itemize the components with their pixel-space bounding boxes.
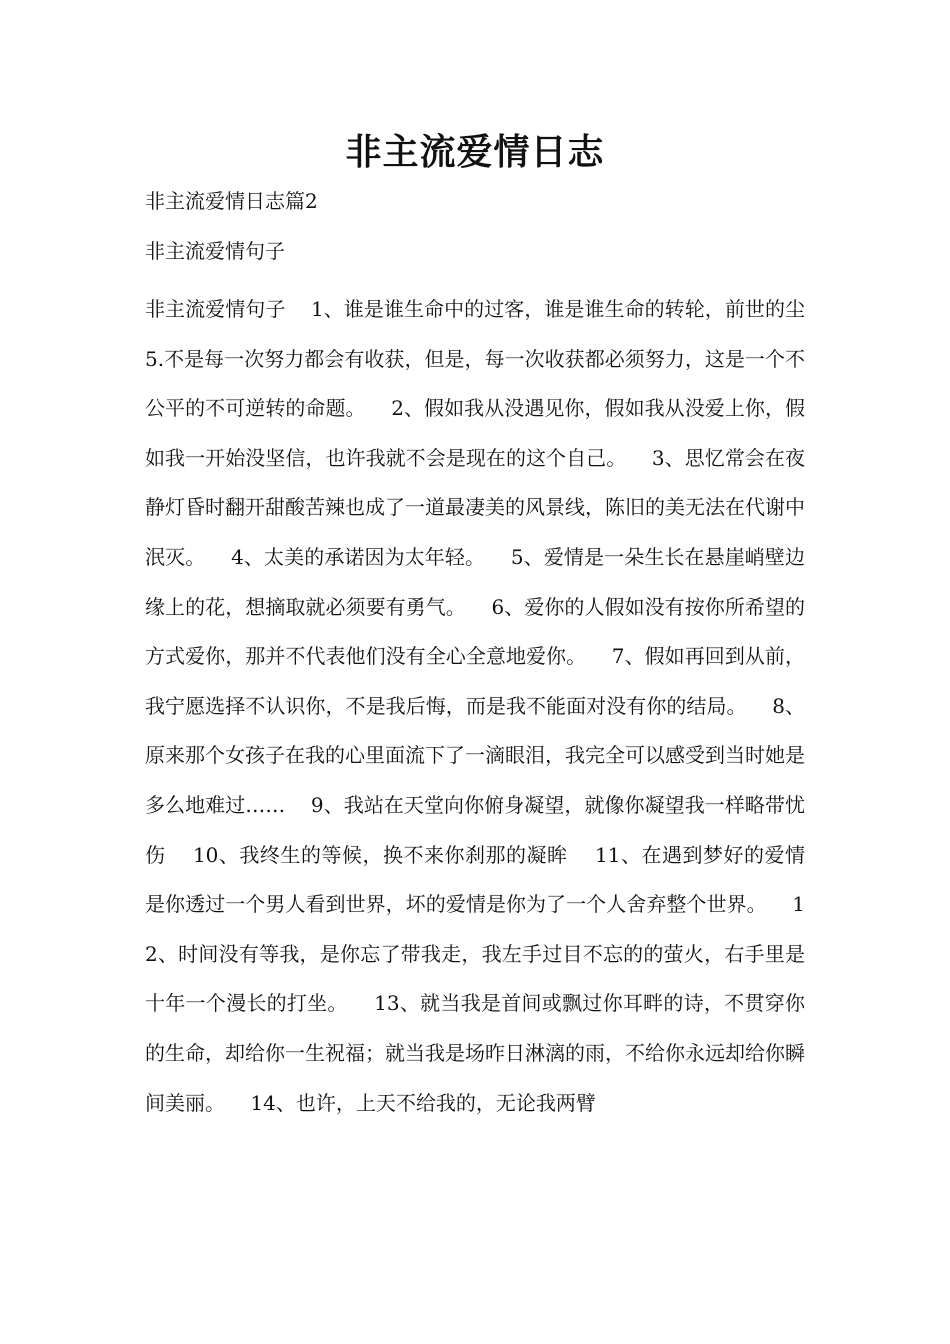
subheading: 非主流爱情句子 bbox=[145, 239, 285, 263]
document-title: 非主流爱情日志 bbox=[345, 131, 605, 173]
body-paragraph: 非主流爱情句子 1、谁是谁生命中的过客，谁是谁生命的转轮，前世的尘5.不是每一次努力都会有收获，但是，每一次收获都必须努力，这是一个不公平的不可逆转的命题。 2、假如我从没遇见你，假如我从没爱上你，假如我一开始没坚信，也许我就不会是现在的这个自己。 3、思忆常会在夜静灯昏时翻开甜酸苦辣也成了一道最凄美的风景线，陈旧的美无法在代谢中泯灭。 4、太美的承诺因为太年轻。 5、爱情是一朵生长在悬崖峭壁边缘上的花，想摘取就必须要有勇气。 6、爱你的人假如没有按你所希望的方式爱你，那并不代表他们没有全心全意地爱你。 7、假如再回到从前，我宁愿选择不认识你，不是我后悔，而是我不能面对没有你的结局。 8、原来那个女孩子在我的心里面流下了一滴眼泪，我完全可以感受到当时她是多么地难过…… 9、我站在天堂向你俯身凝望，就像你凝望我一样略带忧伤 10、我终生的等候，换不来你刹那的凝眸 11、在遇到梦好的爱情是你透过一个男人看到世界，坏的爱情是你为了一个人舍弃整个世界。 12、时间没有等我，是你忘了带我走，我左手过目不忘的的萤火，右手里是十年一个漫长的打坐。 13、就当我是首间或飘过你耳畔的诗，不贯穿你的生命，却给你一生祝福；就当我是场昨日淋漓的雨，不给你永远却给你瞬间美丽。 14、也许，上天不给我的，无论我两臂 bbox=[145, 297, 805, 1115]
section-heading: 非主流爱情日志篇2 bbox=[145, 189, 318, 213]
